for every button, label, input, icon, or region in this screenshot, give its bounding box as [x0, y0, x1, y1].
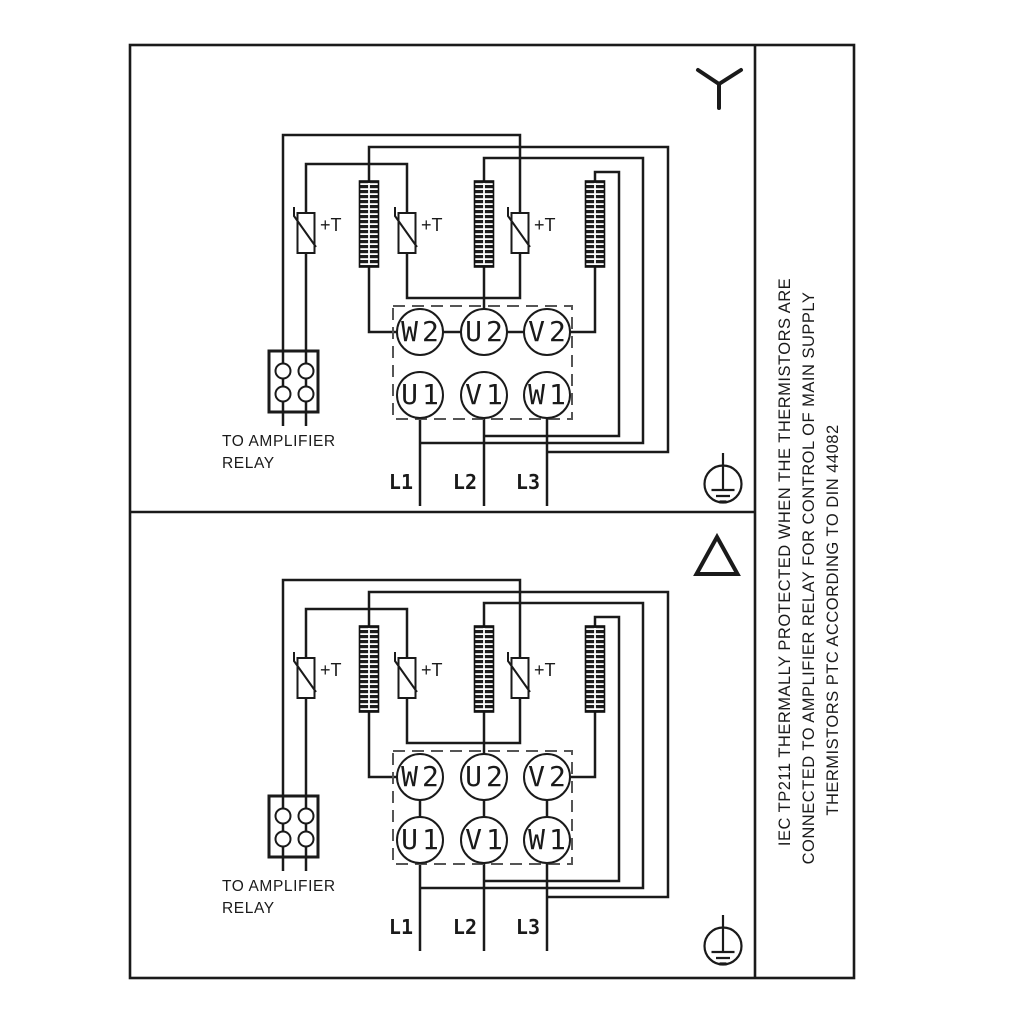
winding-U [475, 181, 494, 267]
panel-star [222, 70, 742, 506]
wire-thermistor1-to-thermistor2 [306, 609, 407, 658]
thermistor-2 [395, 652, 443, 698]
thermistor-label: +T [320, 660, 342, 680]
supply-label-L2: L2 [452, 470, 477, 494]
thermistor-label: +T [320, 215, 342, 235]
relay-contact [299, 364, 314, 379]
relay-contact [276, 809, 291, 824]
relay-contact [299, 387, 314, 402]
relay-contact [276, 364, 291, 379]
winding-V [586, 626, 605, 712]
side-note-line3: THERMISTORS PTC ACCORDING TO DIN 44082 [824, 424, 842, 816]
winding-U [475, 626, 494, 712]
wire-winding1-bottom-to-W2 [369, 712, 397, 777]
side-note-column [776, 278, 842, 864]
relay-contact [299, 832, 314, 847]
terminal-label-U2: U2 [465, 315, 507, 348]
thermistor-2 [395, 207, 443, 253]
thermistor-label: +T [534, 660, 556, 680]
thermistor-3 [508, 207, 556, 253]
relay-contact [276, 832, 291, 847]
terminal-label-U1: U1 [401, 378, 443, 411]
terminal-label-W1: W1 [528, 378, 570, 411]
terminal-label-U2: U2 [465, 760, 507, 793]
side-note-line1: IEC TP211 THERMALLY PROTECTED WHEN THE THERMISTORS ARE [776, 277, 794, 847]
winding-W [360, 626, 379, 712]
winding-W [360, 181, 379, 267]
supply-label-L1: L1 [388, 915, 413, 939]
earth-ground-icon [705, 915, 742, 965]
wire-thermistor2-to-thermistor3 [407, 698, 520, 743]
relay-box [269, 351, 318, 412]
delta-connection-icon [697, 537, 738, 574]
thermistor-3 [508, 652, 556, 698]
terminal-label-V2: V2 [528, 760, 570, 793]
thermistor-label: +T [421, 660, 443, 680]
supply-label-L3: L3 [515, 915, 540, 939]
wire-winding1-bottom-to-W2 [369, 267, 397, 332]
relay-block [269, 351, 318, 412]
star-connection-icon [698, 70, 741, 108]
relay-note-line2: RELAY [222, 900, 275, 917]
terminal-label-U1: U1 [401, 823, 443, 856]
thermistor-label: +T [534, 215, 556, 235]
relay-contact [299, 809, 314, 824]
relay-box [269, 796, 318, 857]
thermistor-1 [294, 652, 342, 698]
terminal-label-W1: W1 [528, 823, 570, 856]
relay-note-line2: RELAY [222, 455, 275, 472]
terminal-label-W2: W2 [401, 315, 443, 348]
relay-block [269, 796, 318, 857]
terminal-label-V1: V1 [465, 823, 507, 856]
supply-label-L2: L2 [452, 915, 477, 939]
winding-V [586, 181, 605, 267]
thermistor-1 [294, 207, 342, 253]
relay-note-line1: TO AMPLIFIER [222, 878, 336, 895]
side-note-line2: CONNECTED TO AMPLIFIER RELAY FOR CONTROL OF MAIN SUPPLY [800, 291, 818, 865]
thermistor-label: +T [421, 215, 443, 235]
supply-label-L1: L1 [388, 470, 413, 494]
wire-thermistor1-to-thermistor2 [306, 164, 407, 213]
wire-thermistor2-to-thermistor3 [407, 253, 520, 298]
terminal-label-V1: V1 [465, 378, 507, 411]
panel-delta [222, 537, 742, 965]
wire-winding3-bottom-to-V2 [570, 712, 595, 777]
terminal-label-W2: W2 [401, 760, 443, 793]
earth-ground-icon [705, 453, 742, 503]
supply-label-L3: L3 [515, 470, 540, 494]
wire-winding3-bottom-to-V2 [570, 267, 595, 332]
relay-contact [276, 387, 291, 402]
relay-note-line1: TO AMPLIFIER [222, 433, 336, 450]
terminal-label-V2: V2 [528, 315, 570, 348]
